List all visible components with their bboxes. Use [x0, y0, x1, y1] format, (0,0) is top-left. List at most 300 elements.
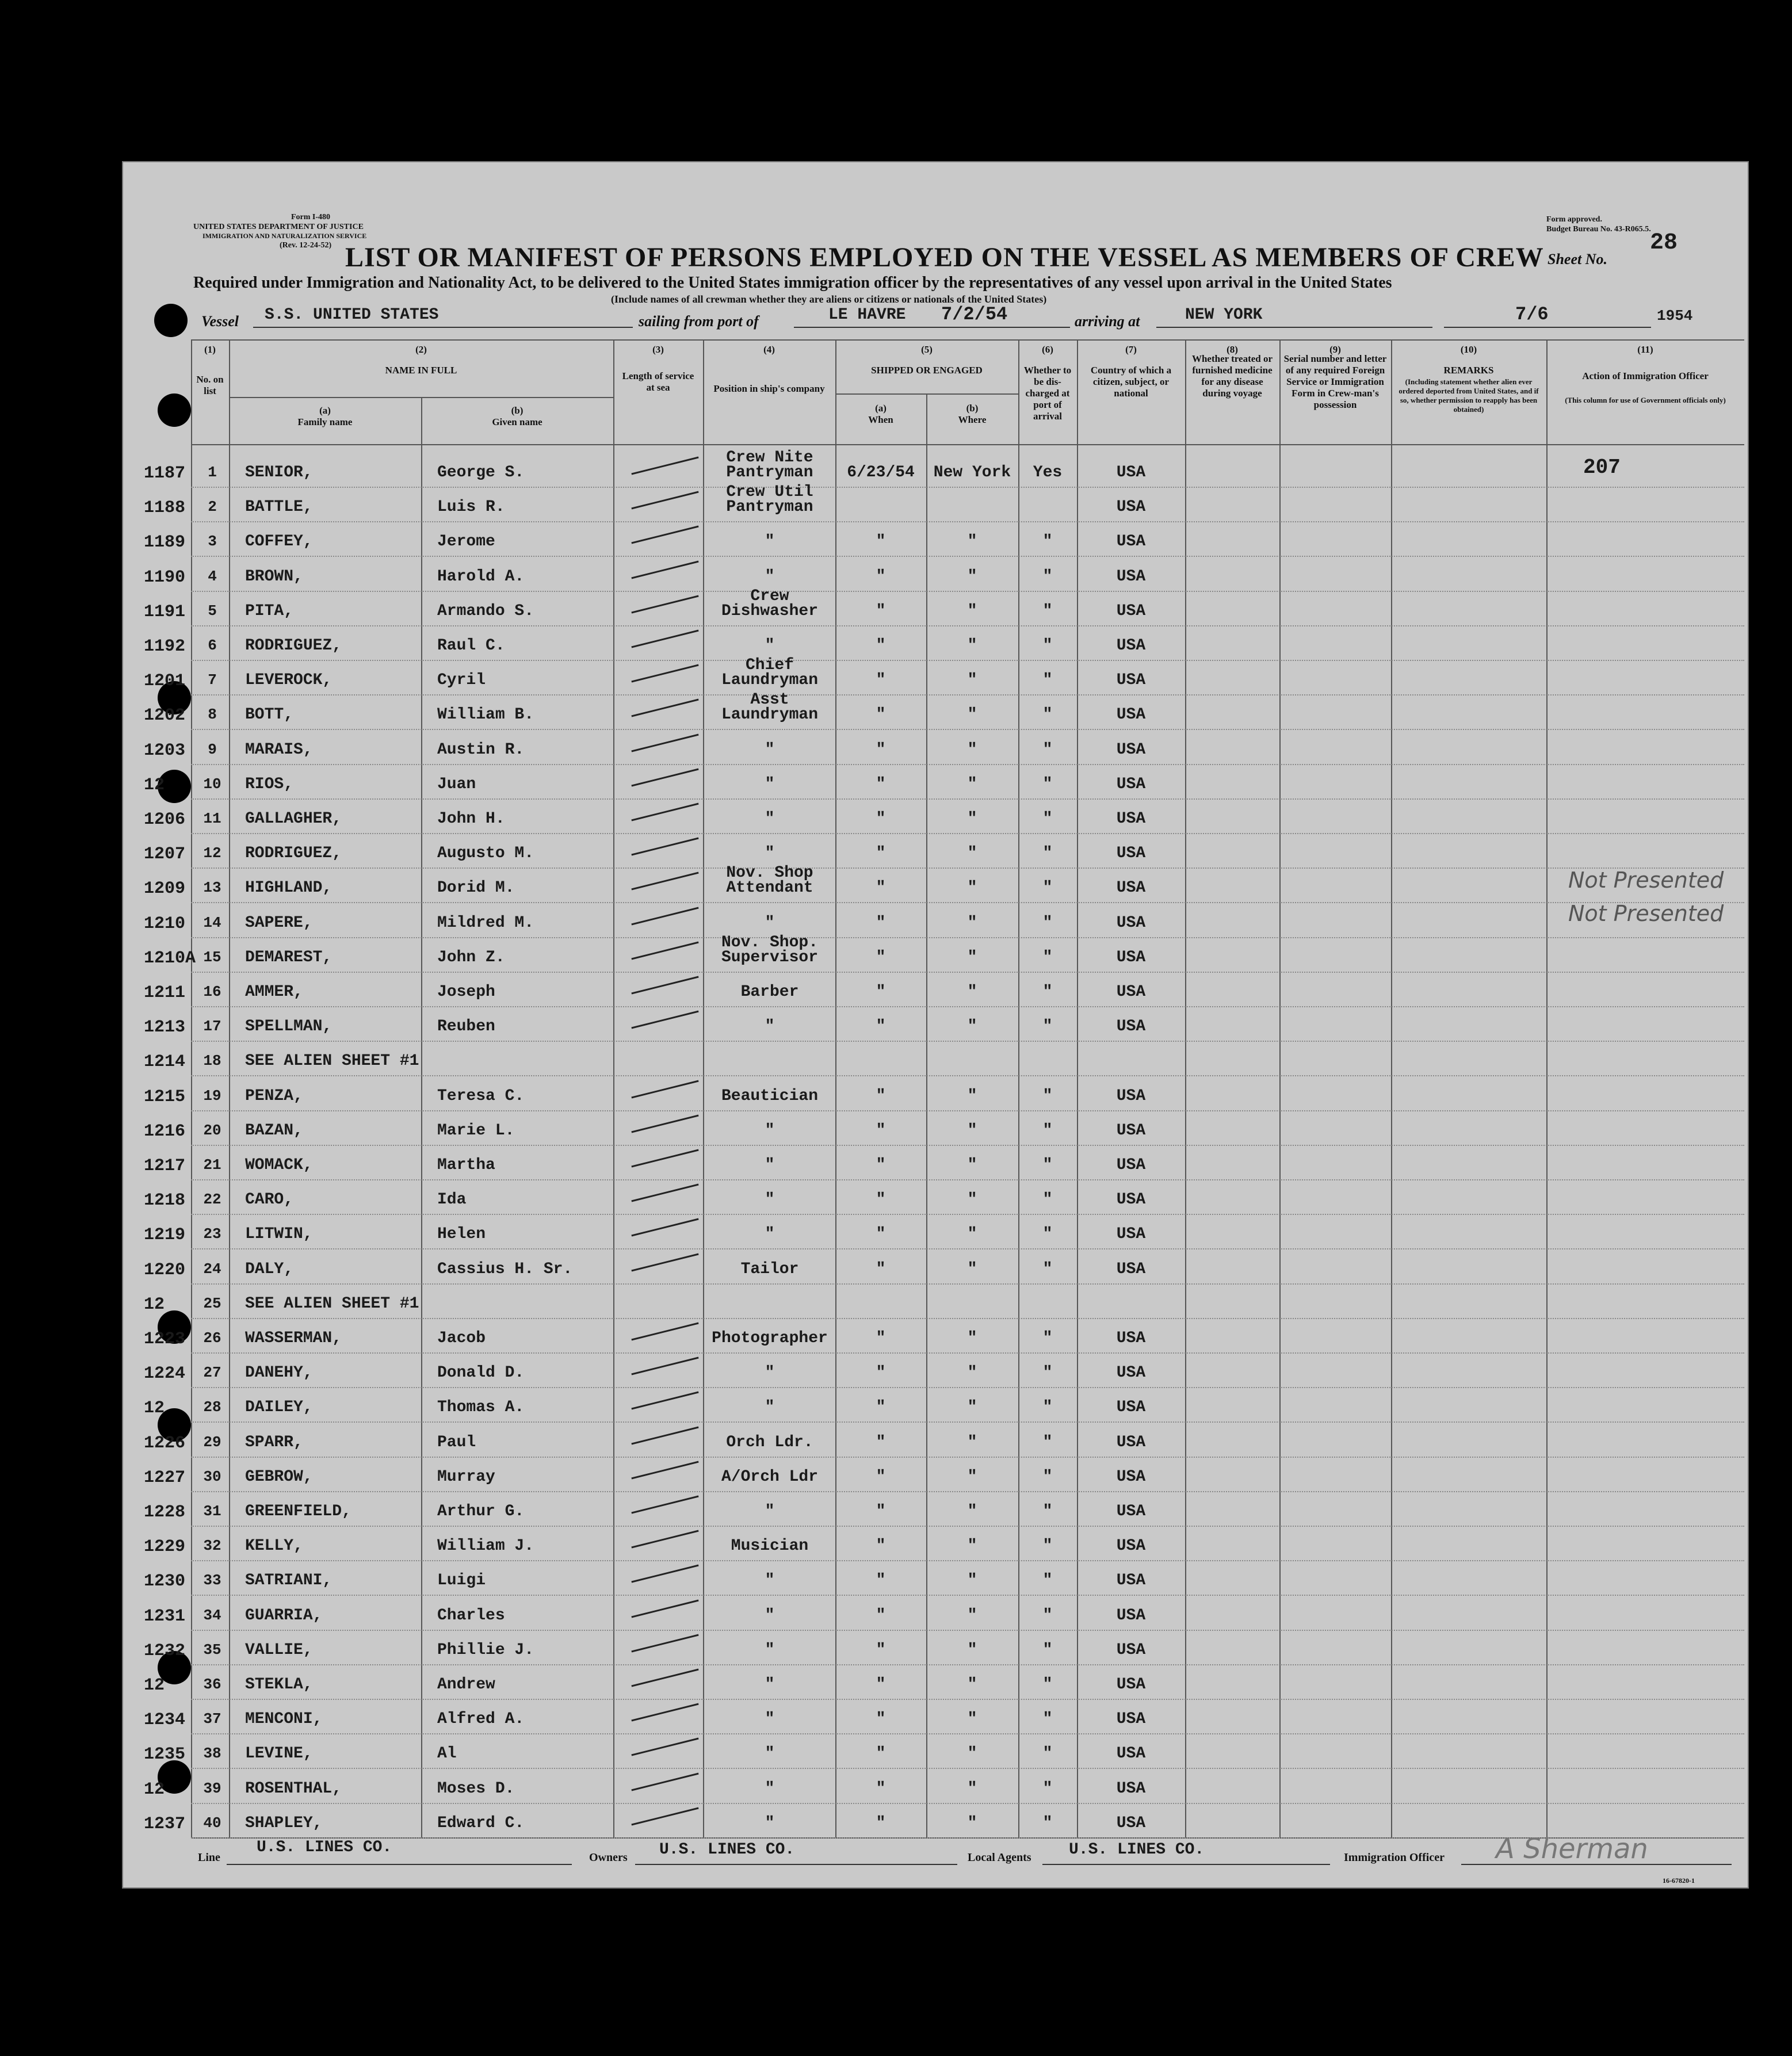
margin-number: 12 [144, 1398, 165, 1419]
discharge-flag: " [1042, 914, 1053, 932]
punch-hole [154, 304, 188, 337]
position-line-1: Chief [745, 656, 794, 675]
country: USA [1116, 1364, 1146, 1382]
row-number: 30 [203, 1468, 221, 1485]
shipped-when: " [876, 1537, 886, 1556]
shipped-where: " [967, 1606, 977, 1625]
shipped-when: " [876, 914, 886, 932]
margin-number: 1215 [144, 1087, 186, 1107]
shipped-when: " [876, 1710, 886, 1729]
position-line-2: " [765, 1018, 775, 1036]
position-line-2: " [765, 1676, 775, 1694]
row-number: 17 [203, 1018, 221, 1035]
given-name: Paul [437, 1433, 476, 1451]
shipped-where: " [967, 1364, 977, 1382]
margin-number: 1217 [144, 1156, 186, 1176]
margin-number: 12 [144, 1676, 165, 1695]
family-name: BAZAN, [245, 1121, 303, 1140]
given-name: Mildred M. [437, 914, 534, 932]
position-line-2: " [765, 1779, 775, 1798]
family-name: STEKLA, [245, 1676, 313, 1694]
discharge-flag: " [1042, 602, 1053, 620]
shipped-when: " [876, 1156, 886, 1174]
row-number: 34 [203, 1606, 221, 1624]
country: USA [1116, 567, 1146, 586]
country: USA [1116, 1745, 1146, 1763]
row-number: 15 [203, 948, 221, 966]
margin-number: 1206 [144, 810, 186, 830]
given-name: Thomas A. [437, 1398, 525, 1417]
margin-number: 1231 [144, 1606, 186, 1626]
col-9-number: (9) [1329, 344, 1341, 355]
position-line-2: " [765, 1398, 775, 1417]
family-name: WASSERMAN, [245, 1329, 342, 1347]
shipped-when: " [876, 706, 886, 724]
position-line-2: " [765, 1814, 775, 1832]
country: USA [1116, 775, 1146, 793]
shipped-where: " [967, 1814, 977, 1832]
row-number: 21 [203, 1156, 221, 1174]
family-name: GREENFIELD, [245, 1503, 351, 1520]
sheet-number: 28 [1650, 230, 1678, 256]
shipped-when: " [876, 671, 886, 690]
shipped-where: " [967, 775, 977, 793]
col-family-header: (a) Family name [297, 405, 353, 427]
shipped-where: " [967, 637, 977, 655]
row-number: 12 [203, 844, 221, 862]
family-name: SATRIANI, [245, 1572, 333, 1590]
row-number: 18 [203, 1052, 221, 1070]
given-name: Austin R. [437, 740, 525, 759]
country: USA [1116, 671, 1146, 690]
family-name: ROSENTHAL, [245, 1779, 342, 1798]
row-number: 1 [208, 464, 217, 481]
discharge-flag: " [1042, 533, 1053, 551]
position-line-2: " [765, 1710, 775, 1729]
shipped-when: " [876, 1606, 886, 1625]
family-name: SENIOR, [245, 464, 313, 481]
discharge-flag: " [1042, 740, 1053, 759]
position-line-2: Beautician [721, 1087, 819, 1105]
department-name: UNITED STATES DEPARTMENT OF JUSTICE [193, 223, 364, 231]
row-number: 28 [203, 1398, 221, 1416]
discharge-flag: " [1042, 1018, 1053, 1036]
margin-number: 1209 [144, 879, 186, 899]
country: USA [1116, 1779, 1146, 1798]
col-2-number: (2) [415, 344, 427, 355]
shipped-when: " [876, 1398, 886, 1417]
shipped-where: " [967, 602, 977, 620]
discharge-flag: " [1042, 706, 1053, 724]
discharge-flag: " [1042, 1433, 1053, 1451]
row-number: 4 [208, 567, 217, 585]
discharge-flag: " [1042, 1814, 1053, 1832]
shipped-when: " [876, 775, 886, 793]
family-name: SEE ALIEN SHEET #1 [245, 1052, 419, 1071]
margin-number: 1232 [144, 1641, 186, 1661]
shipped-when: 6/23/54 [847, 464, 915, 481]
margin-number: 1237 [144, 1814, 186, 1834]
discharge-flag: Yes [1033, 464, 1063, 481]
discharge-flag: " [1042, 1710, 1053, 1729]
shipped-where: " [967, 1329, 977, 1347]
country: USA [1116, 1710, 1146, 1729]
family-name: CARO, [245, 1191, 294, 1209]
row-number: 2 [208, 498, 217, 516]
sheet-label: Sheet No. [1548, 251, 1607, 267]
position-line-2: " [765, 844, 775, 863]
margin-number: 1202 [144, 706, 186, 726]
discharge-flag: " [1042, 879, 1053, 897]
position-line-2: Dishwasher [721, 602, 819, 620]
country: USA [1116, 1641, 1146, 1659]
margin-number: 1207 [144, 844, 186, 865]
shipped-when: " [876, 1018, 886, 1036]
margin-number: 1192 [144, 637, 186, 656]
service-name: IMMIGRATION AND NATURALIZATION SERVICE [202, 232, 367, 240]
margin-number: 12 [144, 1779, 165, 1799]
position-line-2: Orch Ldr. [726, 1433, 813, 1451]
discharge-flag: " [1042, 983, 1053, 1001]
shipped-where: New York [933, 464, 1011, 481]
margin-number: 1227 [144, 1468, 186, 1488]
shipped-when: " [876, 1191, 886, 1209]
shipped-where: " [967, 1745, 977, 1763]
family-name: SAPERE, [245, 914, 313, 932]
given-name: Moses D. [437, 1779, 515, 1798]
country: USA [1116, 810, 1146, 828]
discharge-flag: " [1042, 1398, 1053, 1417]
shipped-where: " [967, 844, 977, 863]
position-line-2: Pantryman [726, 498, 813, 517]
margin-number: 1210 [144, 914, 186, 934]
row-number: 16 [203, 983, 221, 1000]
shipped-where: " [967, 1779, 977, 1798]
country: USA [1116, 1572, 1146, 1590]
discharge-flag: " [1042, 1121, 1053, 1140]
family-name: RIOS, [245, 775, 294, 793]
owners-label: Owners [589, 1851, 628, 1864]
shipped-when: " [876, 1745, 886, 1763]
given-name: Luigi [437, 1572, 486, 1590]
given-name: Murray [437, 1468, 495, 1486]
given-name: Juan [437, 775, 476, 793]
shipped-where: " [967, 706, 977, 724]
given-name: Edward C. [437, 1814, 525, 1832]
discharge-flag: " [1042, 1260, 1053, 1278]
discharge-flag: " [1042, 1191, 1053, 1209]
col-service-header: Length of service at sea [622, 370, 694, 393]
agents-name: U.S. LINES CO. [1069, 1841, 1205, 1859]
family-name: PITA, [245, 602, 294, 620]
discharge-flag: " [1042, 1606, 1053, 1625]
position-line-2: " [765, 1121, 775, 1140]
row-number: 13 [203, 879, 221, 897]
country: USA [1116, 1121, 1146, 1140]
margin-number: 1235 [144, 1745, 186, 1765]
row-number: 36 [203, 1676, 221, 1693]
officer-signature: A Sherman [1496, 1833, 1648, 1865]
shipped-when: " [876, 879, 886, 897]
given-name: William J. [437, 1537, 534, 1556]
position-line-2: " [765, 914, 775, 932]
col-where-header: (b) Where [958, 403, 987, 425]
shipped-when: " [876, 567, 886, 586]
vessel-label: Vessel [201, 313, 239, 330]
discharge-flag: " [1042, 810, 1053, 828]
row-number: 32 [203, 1537, 221, 1555]
document-subtitle: Required under Immigration and Nationality Act, to be delivered to the United States immigration officer by the representatives of any vessel upon arrival in the United States [193, 274, 1392, 292]
row-number: 5 [208, 602, 217, 620]
position-line-2: " [765, 1191, 775, 1209]
country: USA [1116, 1468, 1146, 1486]
position-line-2: " [765, 1572, 775, 1590]
row-number: 10 [203, 775, 221, 793]
col-1-number: (1) [204, 344, 216, 355]
row-number: 11 [203, 810, 221, 827]
form-number: Form I-480 [291, 213, 331, 221]
family-name: SPARR, [245, 1433, 303, 1451]
family-name: SPELLMAN, [245, 1018, 333, 1036]
col-remarks-header: REMARKS [1443, 365, 1494, 376]
row-number: 24 [203, 1260, 221, 1278]
margin-number: 1216 [144, 1121, 186, 1141]
margin-number: 12 [144, 1294, 165, 1314]
position-line-1: Nov. Shop. [721, 933, 819, 951]
shipped-where: " [967, 1468, 977, 1486]
family-name: WOMACK, [245, 1156, 313, 1174]
row-number: 22 [203, 1191, 221, 1209]
shipped-when: " [876, 1364, 886, 1382]
country: USA [1116, 1156, 1146, 1174]
given-name: Martha [437, 1156, 495, 1174]
country: USA [1116, 1329, 1146, 1347]
shipped-where: " [967, 1121, 977, 1140]
officer-label: Immigration Officer [1344, 1851, 1445, 1864]
given-name: Luis R. [437, 498, 505, 517]
shipped-where: " [967, 1676, 977, 1694]
discharge-flag: " [1042, 567, 1053, 586]
line-label: Line [198, 1851, 220, 1864]
discharge-flag: " [1042, 1641, 1053, 1659]
shipped-where: " [967, 948, 977, 966]
revision-date: (Rev. 12-24-52) [280, 241, 332, 250]
col-4-number: (4) [763, 344, 775, 355]
margin-number: 1203 [144, 740, 186, 761]
family-name: MARAIS, [245, 740, 313, 759]
family-name: LITWIN, [245, 1225, 313, 1244]
row-number: 39 [203, 1779, 221, 1797]
shipped-when: " [876, 1814, 886, 1832]
country: USA [1116, 602, 1146, 620]
given-name: Helen [437, 1225, 486, 1244]
given-name: Cyril [437, 671, 486, 690]
discharge-flag: " [1042, 948, 1053, 966]
col-medicine-header: Whether treated or furnished medicine for any disease during voyage [1191, 353, 1273, 399]
col-10-number: (10) [1460, 344, 1477, 355]
shipped-where: " [967, 1018, 977, 1036]
margin-number: 1220 [144, 1260, 186, 1280]
col-action-note: (This column for use of Government officials only) [1565, 396, 1726, 404]
margin-number: 1189 [144, 533, 186, 553]
country: USA [1116, 1433, 1146, 1451]
given-name: Alfred A. [437, 1710, 525, 1729]
discharge-flag: " [1042, 1225, 1053, 1244]
row-number: 29 [203, 1433, 221, 1451]
shipped-when: " [876, 602, 886, 620]
family-name: GEBROW, [245, 1468, 313, 1486]
given-name: Al [437, 1745, 457, 1763]
family-name: SHAPLEY, [245, 1814, 323, 1832]
position-line-2: " [765, 810, 775, 828]
country: USA [1116, 706, 1146, 724]
position-line-2: Attendant [726, 879, 813, 897]
position-line-2: " [765, 1606, 775, 1625]
position-line-2: " [765, 1745, 775, 1763]
row-number: 14 [203, 914, 221, 931]
print-code: 16-67820-1 [1663, 1877, 1695, 1885]
shipped-where: " [967, 1156, 977, 1174]
country: USA [1116, 879, 1146, 897]
position-line-2: " [765, 775, 775, 793]
position-line-2: " [765, 637, 775, 655]
row-number: 40 [203, 1814, 221, 1832]
family-name: BATTLE, [245, 498, 313, 517]
arrival-date: 7/6 [1515, 304, 1549, 325]
country: USA [1116, 1087, 1146, 1105]
shipped-when: " [876, 844, 886, 863]
family-name: RODRIGUEZ, [245, 844, 342, 863]
margin-number: 1230 [144, 1572, 186, 1592]
shipped-where: " [967, 1537, 977, 1556]
arrival-port: NEW YORK [1185, 306, 1263, 324]
given-name: Jacob [437, 1329, 486, 1347]
row-number: 33 [203, 1572, 221, 1589]
country: USA [1116, 1537, 1146, 1556]
line-name: U.S. LINES CO. [257, 1839, 392, 1856]
country: USA [1116, 844, 1146, 863]
row-number: 31 [203, 1503, 221, 1520]
shipped-where: " [967, 567, 977, 586]
shipped-when: " [876, 533, 886, 551]
position-line-2: Photographer [712, 1329, 828, 1347]
shipped-when: " [876, 740, 886, 759]
col-discharge-header: Whether to be dis-charged at port of arrival [1023, 365, 1072, 422]
row-number: 27 [203, 1364, 221, 1382]
col-7-number: (7) [1125, 344, 1137, 355]
position-line-2: Supervisor [721, 948, 819, 966]
position-line-2: " [765, 1156, 775, 1174]
col-3-number: (3) [652, 344, 664, 355]
family-name: RODRIGUEZ, [245, 637, 342, 655]
col-6-number: (6) [1042, 344, 1053, 355]
country: USA [1116, 1606, 1146, 1625]
shipped-where: " [967, 914, 977, 932]
shipped-when: " [876, 1503, 886, 1520]
discharge-flag: " [1042, 775, 1053, 793]
position-line-1: Asst [750, 691, 789, 709]
row-number: 7 [208, 671, 217, 689]
discharge-flag: " [1042, 1537, 1053, 1556]
shipped-where: " [967, 1503, 977, 1520]
given-name: Teresa C. [437, 1087, 525, 1105]
col-when-header: (a) When [868, 403, 893, 425]
vessel-name: S.S. UNITED STATES [265, 306, 439, 324]
family-name: KELLY, [245, 1537, 303, 1556]
position-line-2: " [765, 1225, 775, 1244]
shipped-when: " [876, 1468, 886, 1486]
country: USA [1116, 914, 1146, 932]
shipped-where: " [967, 1260, 977, 1278]
discharge-flag: " [1042, 1156, 1053, 1174]
shipped-where: " [967, 1572, 977, 1590]
given-name: Marie L. [437, 1121, 515, 1140]
margin-number: 1214 [144, 1052, 186, 1072]
position-line-2: A/Orch Ldr [721, 1468, 819, 1486]
family-name: HIGHLAND, [245, 879, 333, 897]
given-name: John H. [437, 810, 505, 828]
given-name: Jerome [437, 533, 495, 551]
margin-number: 1234 [144, 1710, 186, 1730]
margin-number: 1201 [144, 671, 186, 691]
col-shipped-header: SHIPPED OR ENGAGED [871, 365, 983, 376]
margin-number: 1188 [144, 498, 186, 518]
discharge-flag: " [1042, 637, 1053, 655]
shipped-when: " [876, 1225, 886, 1244]
shipped-where: " [967, 810, 977, 828]
row-number: 38 [203, 1745, 221, 1763]
shipped-when: " [876, 810, 886, 828]
given-name: Phillie J. [437, 1641, 534, 1659]
margin-number: 1211 [144, 983, 186, 1003]
position-line-2: Tailor [740, 1260, 799, 1278]
col-number-header: No. on list [196, 374, 224, 396]
margin-number: 1223 [144, 1329, 186, 1349]
row-number: 23 [203, 1225, 221, 1243]
row-number: 35 [203, 1641, 221, 1658]
given-name: Reuben [437, 1018, 495, 1036]
col-remarks-note: (Including statement whether alien ever ordered deported from United States, and if so, whether permission to reapply has been obtained) [1399, 377, 1539, 414]
given-name: Harold A. [437, 567, 525, 586]
discharge-flag: " [1042, 1503, 1053, 1520]
family-name: PENZA, [245, 1087, 303, 1105]
col-name-header: NAME IN FULL [385, 365, 457, 376]
family-name: VALLIE, [245, 1641, 313, 1659]
col-given-header: (b) Given name [492, 405, 542, 427]
col-11-number: (11) [1637, 344, 1653, 355]
document-title: LIST OR MANIFEST OF PERSONS EMPLOYED ON THE VESSEL AS MEMBERS OF CREW [345, 242, 1544, 273]
punch-hole [158, 393, 191, 427]
position-line-2: " [765, 1641, 775, 1659]
discharge-flag: " [1042, 1676, 1053, 1694]
margin-number: 1213 [144, 1018, 186, 1038]
given-name: Augusto M. [437, 844, 534, 863]
discharge-flag: " [1042, 1364, 1053, 1382]
shipped-where: " [967, 1641, 977, 1659]
row-number: 25 [203, 1294, 221, 1312]
col-serial-header: Serial number and letter of any required Foreign Service or Immigration Form in Crew-man's possession [1283, 353, 1387, 410]
action-number: 207 [1583, 456, 1621, 479]
shipped-where: " [967, 740, 977, 759]
position-line-1: Crew [750, 587, 789, 605]
given-name: Cassius H. Sr. [437, 1260, 573, 1278]
discharge-flag: " [1042, 1745, 1053, 1763]
family-name: DAILEY, [245, 1398, 313, 1417]
shipped-where: " [967, 879, 977, 897]
shipped-when: " [876, 1087, 886, 1105]
country: USA [1116, 1676, 1146, 1694]
family-name: DANEHY, [245, 1364, 313, 1382]
